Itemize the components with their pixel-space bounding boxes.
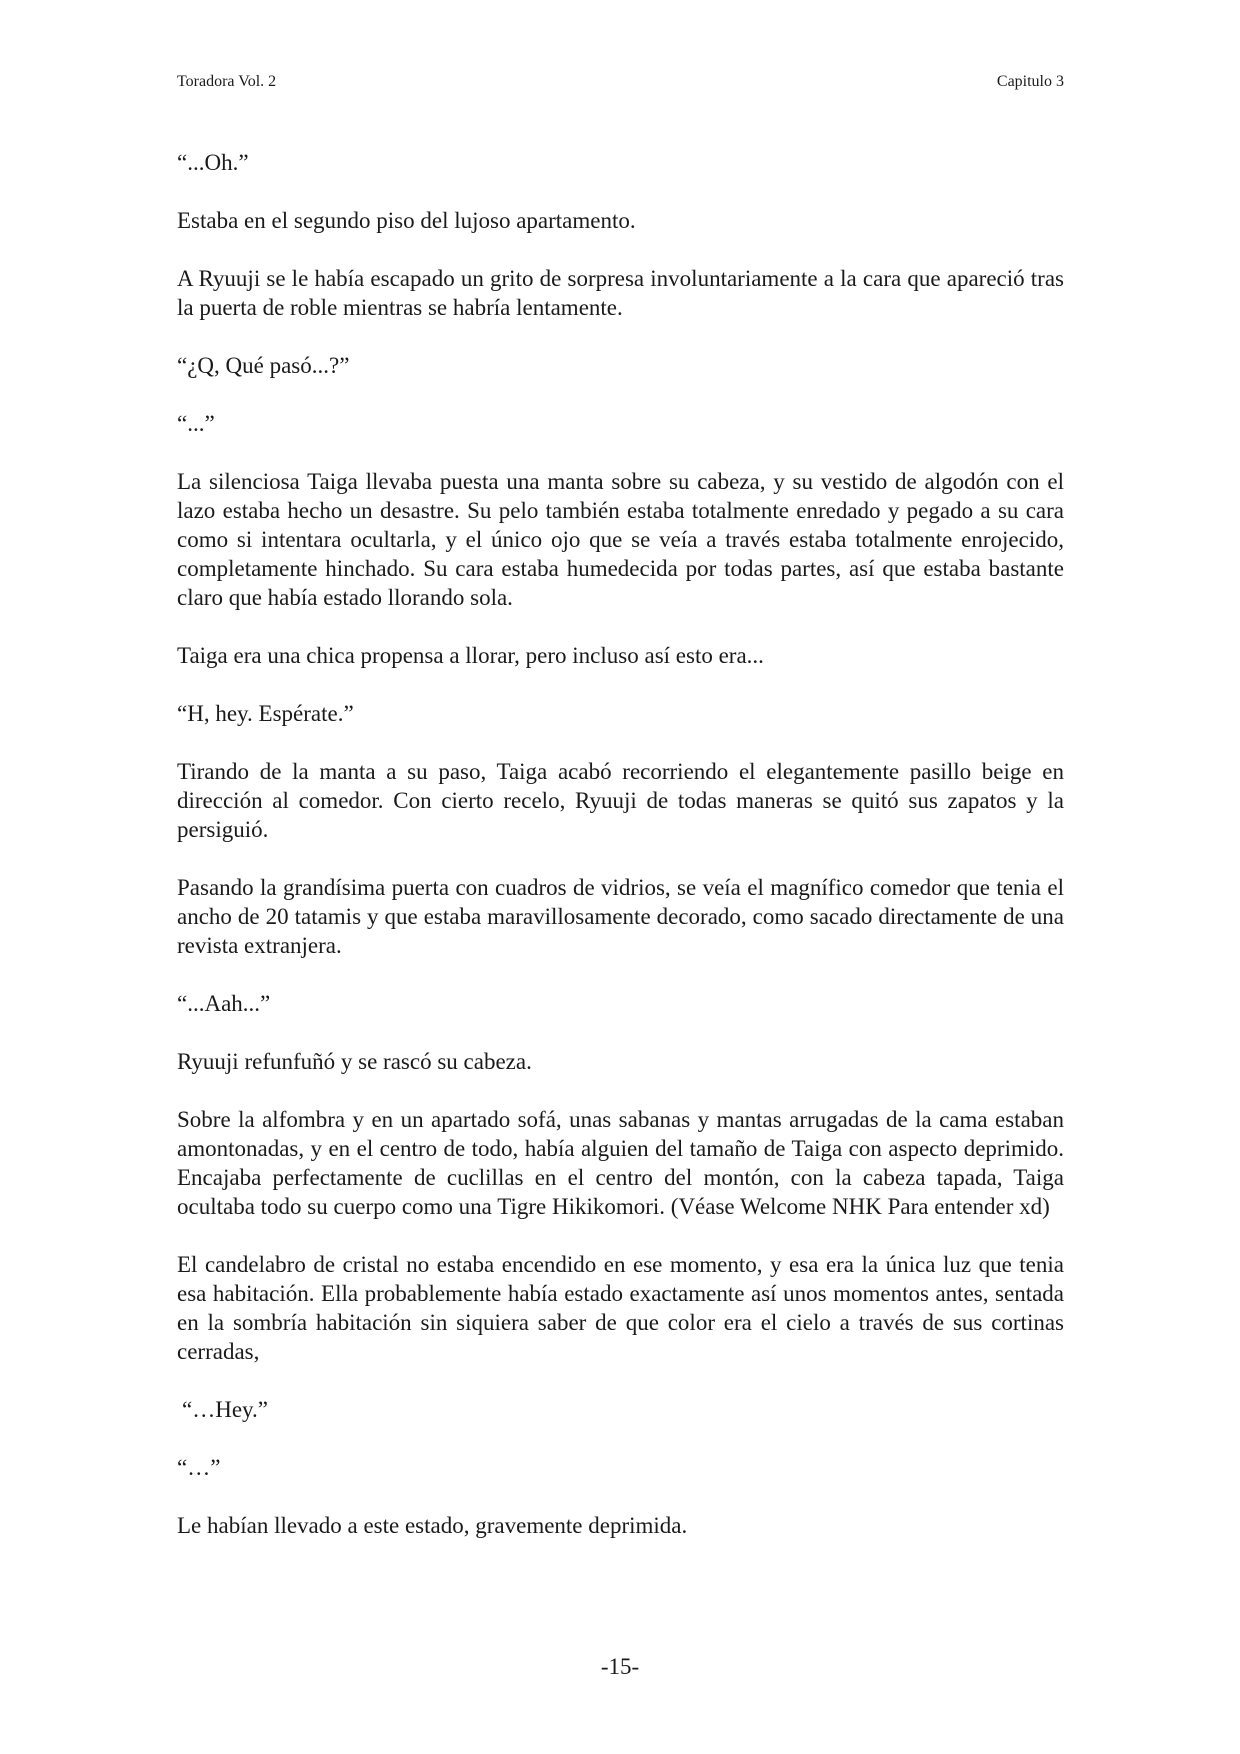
paragraph: Tirando de la manta a su paso, Taiga acabó recorriendo el elegantemente pasillo beige en dirección al comedor. Con cierto recelo, Ryuuji de todas maneras se quitó sus zapatos y la persiguió. [177, 759, 1064, 842]
paragraph: “...Oh.” [177, 150, 249, 175]
body-text [177, 148, 1064, 1569]
paragraph: “¿Q, Qué pasó...?” [177, 353, 350, 378]
paragraph: Pasando la grandísima puerta con cuadros de vidrios, se veía el magnífico comedor que tenia el ancho de 20 tatamis y que estaba maravillosamente decorado, como sacado directamente de una revista extranjera. [177, 875, 1064, 958]
paragraph: El candelabro de cristal no estaba encendido en ese momento, y esa era la única luz que tenia esa habitación. Ella probablemente había estado exactamente así unos momentos antes, sentada en la sombría habitación sin siquiera saber de que color era el cielo a través de sus cortinas cerradas, [177, 1252, 1064, 1364]
paragraph: “…” [177, 1455, 221, 1480]
paragraph: “...Aah...” [177, 991, 271, 1016]
page-number: -15- [600, 1654, 640, 1679]
paragraph: Taiga era una chica propensa a llorar, pero incluso así esto era... [177, 643, 764, 668]
paragraph: “…Hey.” [182, 1397, 268, 1422]
paragraph: “H, hey. Espérate.” [177, 701, 354, 726]
paragraph: La silenciosa Taiga llevaba puesta una manta sobre su cabeza, y su vestido de algodón con el lazo estaba hecho un desastre. Su pelo también estaba totalmente enredado y pegado a su cara como si intentara ocultarla, y el único ojo que se veía a través estaba totalmente enrojecido, completamente hinchado. Su cara estaba humedecida por todas partes, así que estaba bastante claro que había estado llorando sola. [177, 469, 1064, 610]
running-header [177, 72, 1064, 92]
header-book-title: Toradora Vol. 2 [177, 73, 277, 90]
paragraph: Estaba en el segundo piso del lujoso apartamento. [177, 208, 636, 233]
paragraph: A Ryuuji se le había escapado un grito de sorpresa involuntariamente a la cara que apareció tras la puerta de roble mientras se habría lentamente. [177, 266, 1064, 320]
paragraph: Sobre la alfombra y en un apartado sofá, unas sabanas y mantas arrugadas de la cama estaban amontonadas, y en el centro de todo, había alguien del tamaño de Taiga con aspecto deprimido. Encajaba perfectamente de cuclillas en el centro del montón, con la cabeza tapada, Taiga ocultaba todo su cuerpo como una Tigre Hikikomori. (Véase Welcome NHK Para entender xd) [177, 1107, 1064, 1219]
header-chapter: Capitulo 3 [996, 73, 1064, 90]
paragraph: “...” [177, 411, 215, 436]
paragraph: Ryuuji refunfuñó y se rascó su cabeza. [177, 1049, 532, 1074]
paragraph: Le habían llevado a este estado, gravemente deprimida. [177, 1513, 688, 1538]
